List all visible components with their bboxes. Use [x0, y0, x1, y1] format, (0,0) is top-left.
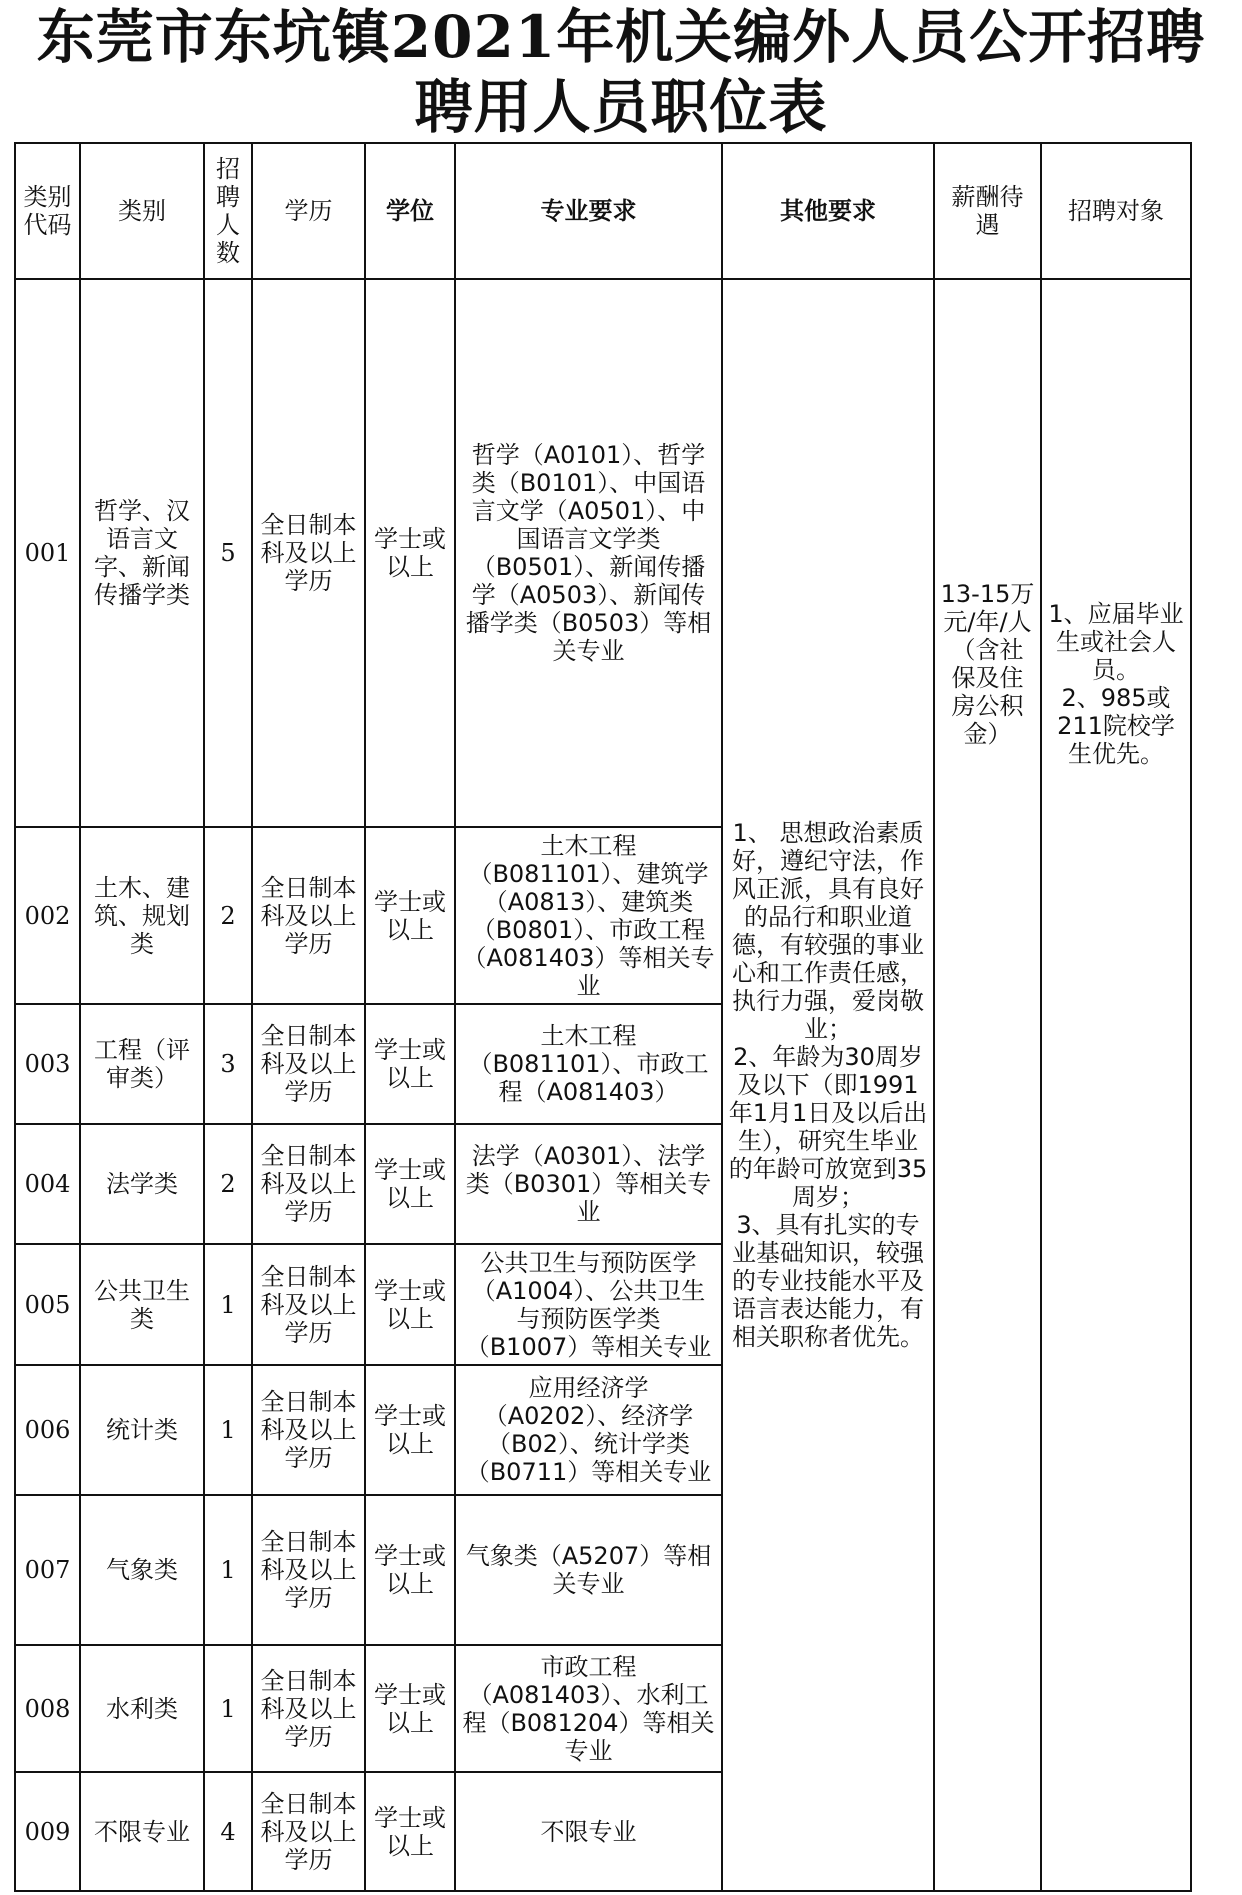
- code-cell: 005: [15, 1244, 80, 1365]
- count-cell: 1: [204, 1645, 252, 1772]
- salary-text: 13-15万元/年/人（含社保及住房公积金）: [940, 580, 1035, 748]
- category-cell: 哲学、汉语言文字、新闻传播学类: [80, 279, 204, 827]
- other-requirements-text: 1、 思想政治素质好，遵纪守法，作风正派，具有良好的品行和职业道德，有较强的事业心和工作责任感，执行力强，爱岗敬业； 2、年龄为30周岁及以下（即1991年1月1日及以后出生），研究生毕业的年龄可放宽到35周岁； 3、具有扎实的专业基础知识，较强的专业技能水平及语言表达能力，有相关职称者优先。: [728, 819, 928, 1351]
- header-other: 其他要求: [722, 143, 934, 279]
- category-cell: 统计类: [80, 1365, 204, 1495]
- education-cell: 全日制本科及以上学历: [252, 827, 365, 1004]
- table-row: [15, 279, 1191, 827]
- degree-cell: 学士或以上: [365, 1004, 455, 1124]
- count-cell: 1: [204, 1244, 252, 1365]
- code-cell: 002: [15, 827, 80, 1004]
- degree-cell: 学士或以上: [365, 1244, 455, 1365]
- education-cell: 全日制本科及以上学历: [252, 1645, 365, 1772]
- header-major: 专业要求: [455, 143, 722, 279]
- header-education: 学历: [252, 143, 365, 279]
- header-salary: 薪酬待遇: [934, 143, 1041, 279]
- major-cell: 气象类（A5207）等相关专业: [455, 1495, 722, 1645]
- code-cell: 001: [15, 279, 80, 827]
- degree-cell: 学士或以上: [365, 827, 455, 1004]
- positions-table: [14, 142, 1192, 1892]
- header-code: 类别代码: [15, 143, 80, 279]
- count-cell: 1: [204, 1495, 252, 1645]
- degree-cell: 学士或以上: [365, 1772, 455, 1891]
- degree-cell: 学士或以上: [365, 1495, 455, 1645]
- degree-cell: 学士或以上: [365, 1124, 455, 1244]
- page-subtitle: 聘用人员职位表: [414, 73, 828, 141]
- education-cell: 全日制本科及以上学历: [252, 1365, 365, 1495]
- target-cell: [1041, 279, 1191, 1891]
- code-cell: 007: [15, 1495, 80, 1645]
- count-cell: 2: [204, 827, 252, 1004]
- major-cell: 不限专业: [455, 1772, 722, 1891]
- target-text: 1、应届毕业生或社会人员。 2、985或211院校学生优先。: [1048, 600, 1184, 768]
- count-cell: 1: [204, 1365, 252, 1495]
- major-cell: 哲学（A0101）、哲学类（B0101）、中国语言文学（A0501）、中国语言文学类（B0501）、新闻传播学（A0503）、新闻传播学类（B0503）等相关专业: [455, 279, 722, 827]
- page-title: 东莞市东坑镇2021年机关编外人员公开招聘: [36, 3, 1206, 71]
- education-cell: 全日制本科及以上学历: [252, 1004, 365, 1124]
- header-count: 招聘人数: [204, 143, 252, 279]
- code-cell: 006: [15, 1365, 80, 1495]
- header-category: 类别: [80, 143, 204, 279]
- degree-cell: 学士或以上: [365, 279, 455, 827]
- major-cell: 土木工程（B081101）、市政工程（A081403）: [455, 1004, 722, 1124]
- education-cell: 全日制本科及以上学历: [252, 1244, 365, 1365]
- education-cell: 全日制本科及以上学历: [252, 279, 365, 827]
- education-cell: 全日制本科及以上学历: [252, 1772, 365, 1891]
- major-cell: 土木工程（B081101）、建筑学（A0813）、建筑类（B0801）、市政工程（A081403）等相关专业: [455, 827, 722, 1004]
- code-cell: 009: [15, 1772, 80, 1891]
- code-cell: 008: [15, 1645, 80, 1772]
- header-row: [15, 143, 1191, 279]
- count-cell: 4: [204, 1772, 252, 1891]
- salary-cell: [934, 279, 1041, 1891]
- header-target: 招聘对象: [1041, 143, 1191, 279]
- major-cell: 市政工程（A081403）、水利工程（B081204）等相关专业: [455, 1645, 722, 1772]
- count-cell: 2: [204, 1124, 252, 1244]
- major-cell: 应用经济学（A0202）、经济学（B02）、统计学类（B0711）等相关专业: [455, 1365, 722, 1495]
- category-cell: 土木、建筑、规划类: [80, 827, 204, 1004]
- code-cell: 003: [15, 1004, 80, 1124]
- education-cell: 全日制本科及以上学历: [252, 1124, 365, 1244]
- education-cell: 全日制本科及以上学历: [252, 1495, 365, 1645]
- count-cell: 5: [204, 279, 252, 827]
- category-cell: 不限专业: [80, 1772, 204, 1891]
- category-cell: 气象类: [80, 1495, 204, 1645]
- other-requirements-cell: [722, 279, 934, 1891]
- category-cell: 工程（评审类）: [80, 1004, 204, 1124]
- code-cell: 004: [15, 1124, 80, 1244]
- major-cell: 法学（A0301）、法学类（B0301）等相关专业: [455, 1124, 722, 1244]
- major-cell: 公共卫生与预防医学（A1004）、公共卫生与预防医学类（B1007）等相关专业: [455, 1244, 722, 1365]
- category-cell: 法学类: [80, 1124, 204, 1244]
- header-degree: 学位: [365, 143, 455, 279]
- category-cell: 水利类: [80, 1645, 204, 1772]
- degree-cell: 学士或以上: [365, 1645, 455, 1772]
- category-cell: 公共卫生类: [80, 1244, 204, 1365]
- count-cell: 3: [204, 1004, 252, 1124]
- degree-cell: 学士或以上: [365, 1365, 455, 1495]
